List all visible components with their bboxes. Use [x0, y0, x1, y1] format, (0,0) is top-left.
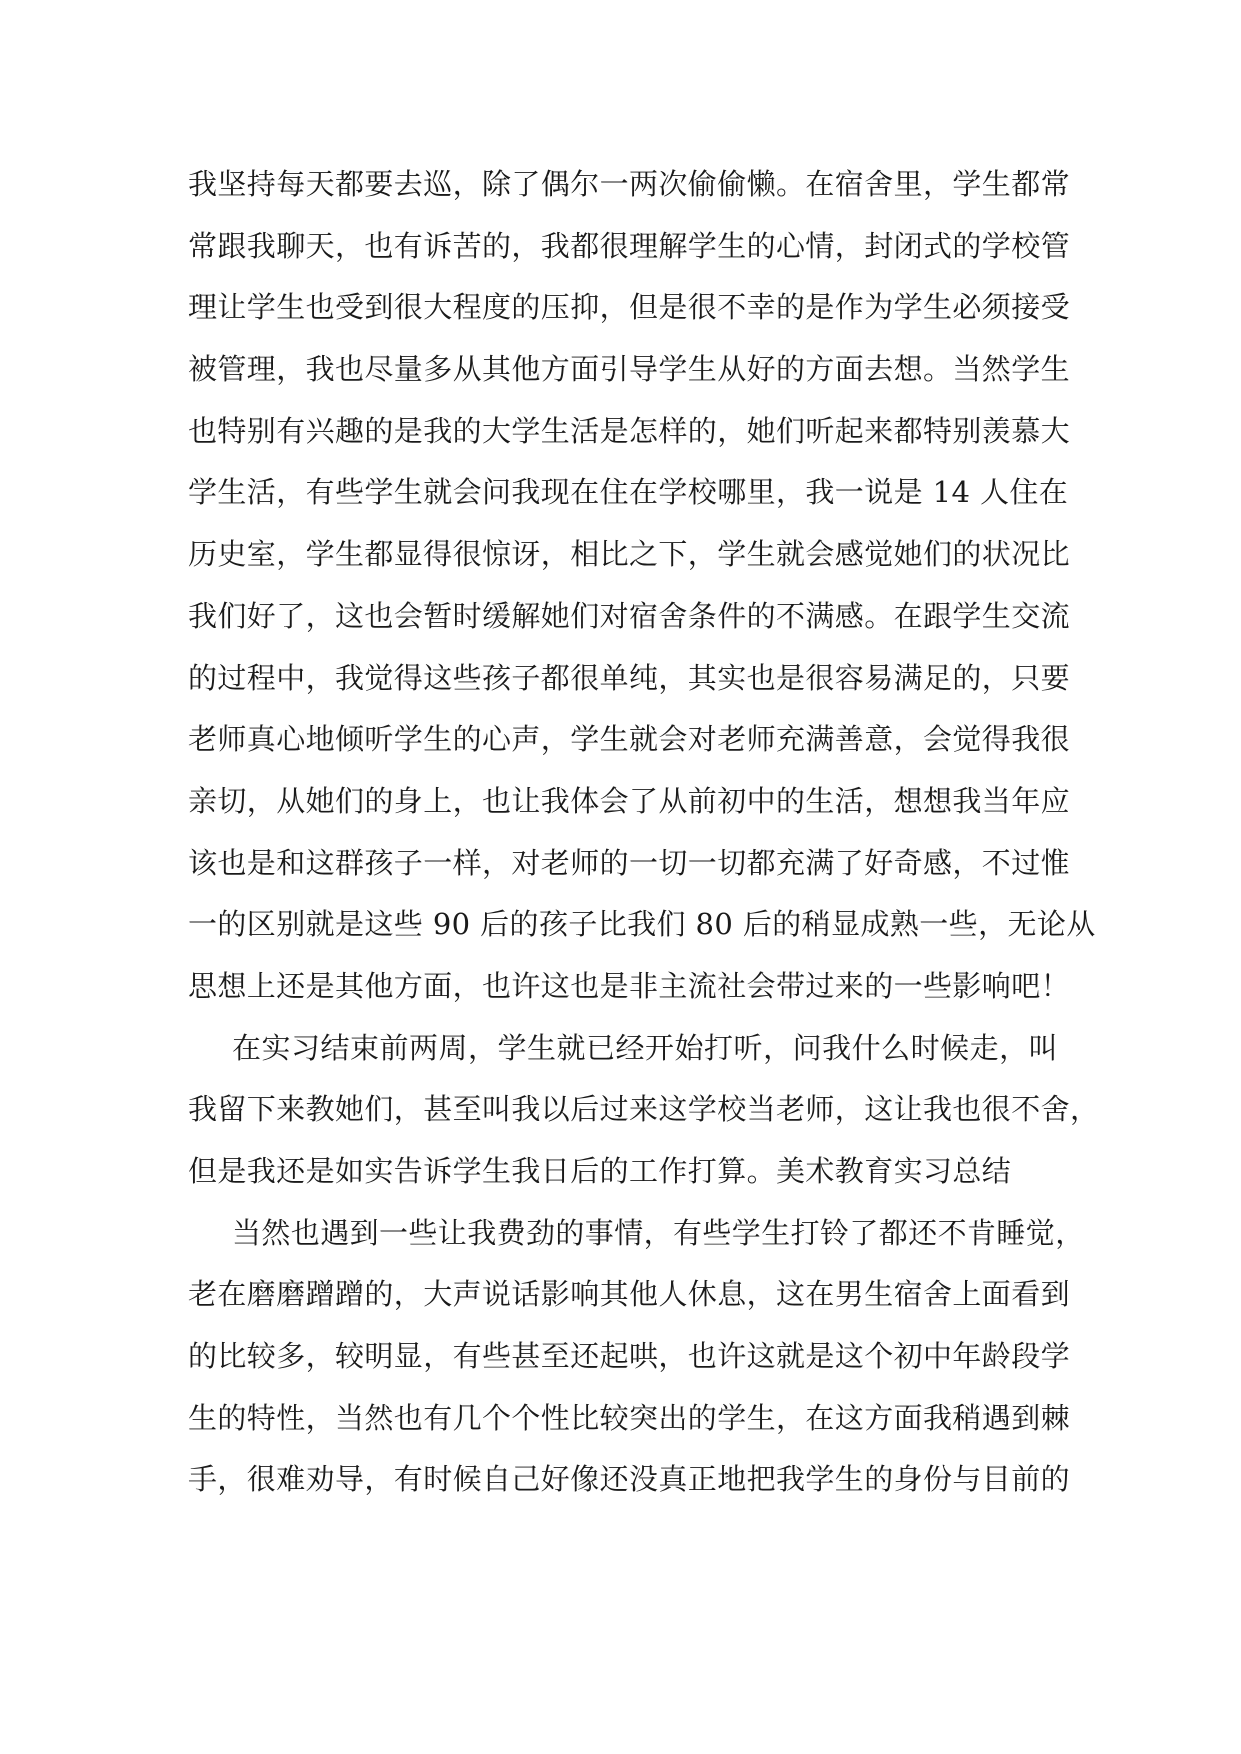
text-line: 的比较多，较明显，有些甚至还起哄，也许这就是这个初中年龄段学: [188, 1339, 1071, 1374]
text-line: 学生活，有些学生就会问我现在住在学校哪里，我一说是 14 人住在: [188, 475, 1069, 510]
text-line: 老师真心地倾听学生的心声，学生就会对老师充满善意，会觉得我很: [188, 722, 1071, 757]
text-line: 的过程中，我觉得这些孩子都很单纯，其实也是很容易满足的，只要: [188, 660, 1071, 695]
body-text: [188, 154, 1100, 1511]
text-line: 但是我还是如实告诉学生我日后的工作打算。美术教育实习总结: [188, 1154, 1012, 1188]
text-line: 理让学生也受到很大程度的压抑，但是很不幸的是作为学生必须接受: [188, 290, 1071, 325]
text-line: 我们好了，这也会暂时缓解她们对宿舍条件的不满感。在跟学生交流: [188, 598, 1071, 633]
text-line: 该也是和这群孩子一样，对老师的一切一切都充满了好奇感，不过惟: [188, 845, 1071, 880]
text-line: 常跟我聊天，也有诉苦的，我都很理解学生的心情，封闭式的学校管: [188, 228, 1071, 263]
text-line: 我留下来教她们，甚至叫我以后过来这学校当老师，这让我也很不舍，: [188, 1092, 1100, 1127]
text-line: 一的区别就是这些 90 后的孩子比我们 80 后的稍显成熟一些，无论从: [188, 907, 1096, 942]
text-line: 被管理，我也尽量多从其他方面引导学生从好的方面去想。当然学生: [188, 352, 1071, 387]
text-line: 亲切，从她们的身上，也让我体会了从前初中的生活，想想我当年应: [188, 783, 1071, 818]
text-line: 当然也遇到一些让我费劲的事情，有些学生打铃了都还不肯睡觉，: [232, 1215, 1085, 1250]
text-line: 老在磨磨蹭蹭的，大声说话影响其他人休息，这在男生宿舍上面看到: [188, 1277, 1071, 1312]
text-line: 历史室，学生都显得很惊讶，相比之下，学生就会感觉她们的状况比: [188, 537, 1071, 572]
text-line: 手，很难劝导，有时候自己好像还没真正地把我学生的身份与目前的: [188, 1462, 1071, 1497]
text-line: 我坚持每天都要去巡，除了偶尔一两次偷偷懒。在宿舍里，学生都常: [188, 167, 1071, 201]
text-line: 思想上还是其他方面，也许这也是非主流社会带过来的一些影响吧！: [188, 968, 1071, 1003]
text-line: 在实习结束前两周，学生就已经开始打听，问我什么时候走，叫: [232, 1030, 1058, 1065]
text-line: 也特别有兴趣的是我的大学生活是怎样的，她们听起来都特别羡慕大: [188, 413, 1071, 448]
text-line: 生的特性，当然也有几个个性比较突出的学生，在这方面我稍遇到棘: [188, 1400, 1071, 1435]
